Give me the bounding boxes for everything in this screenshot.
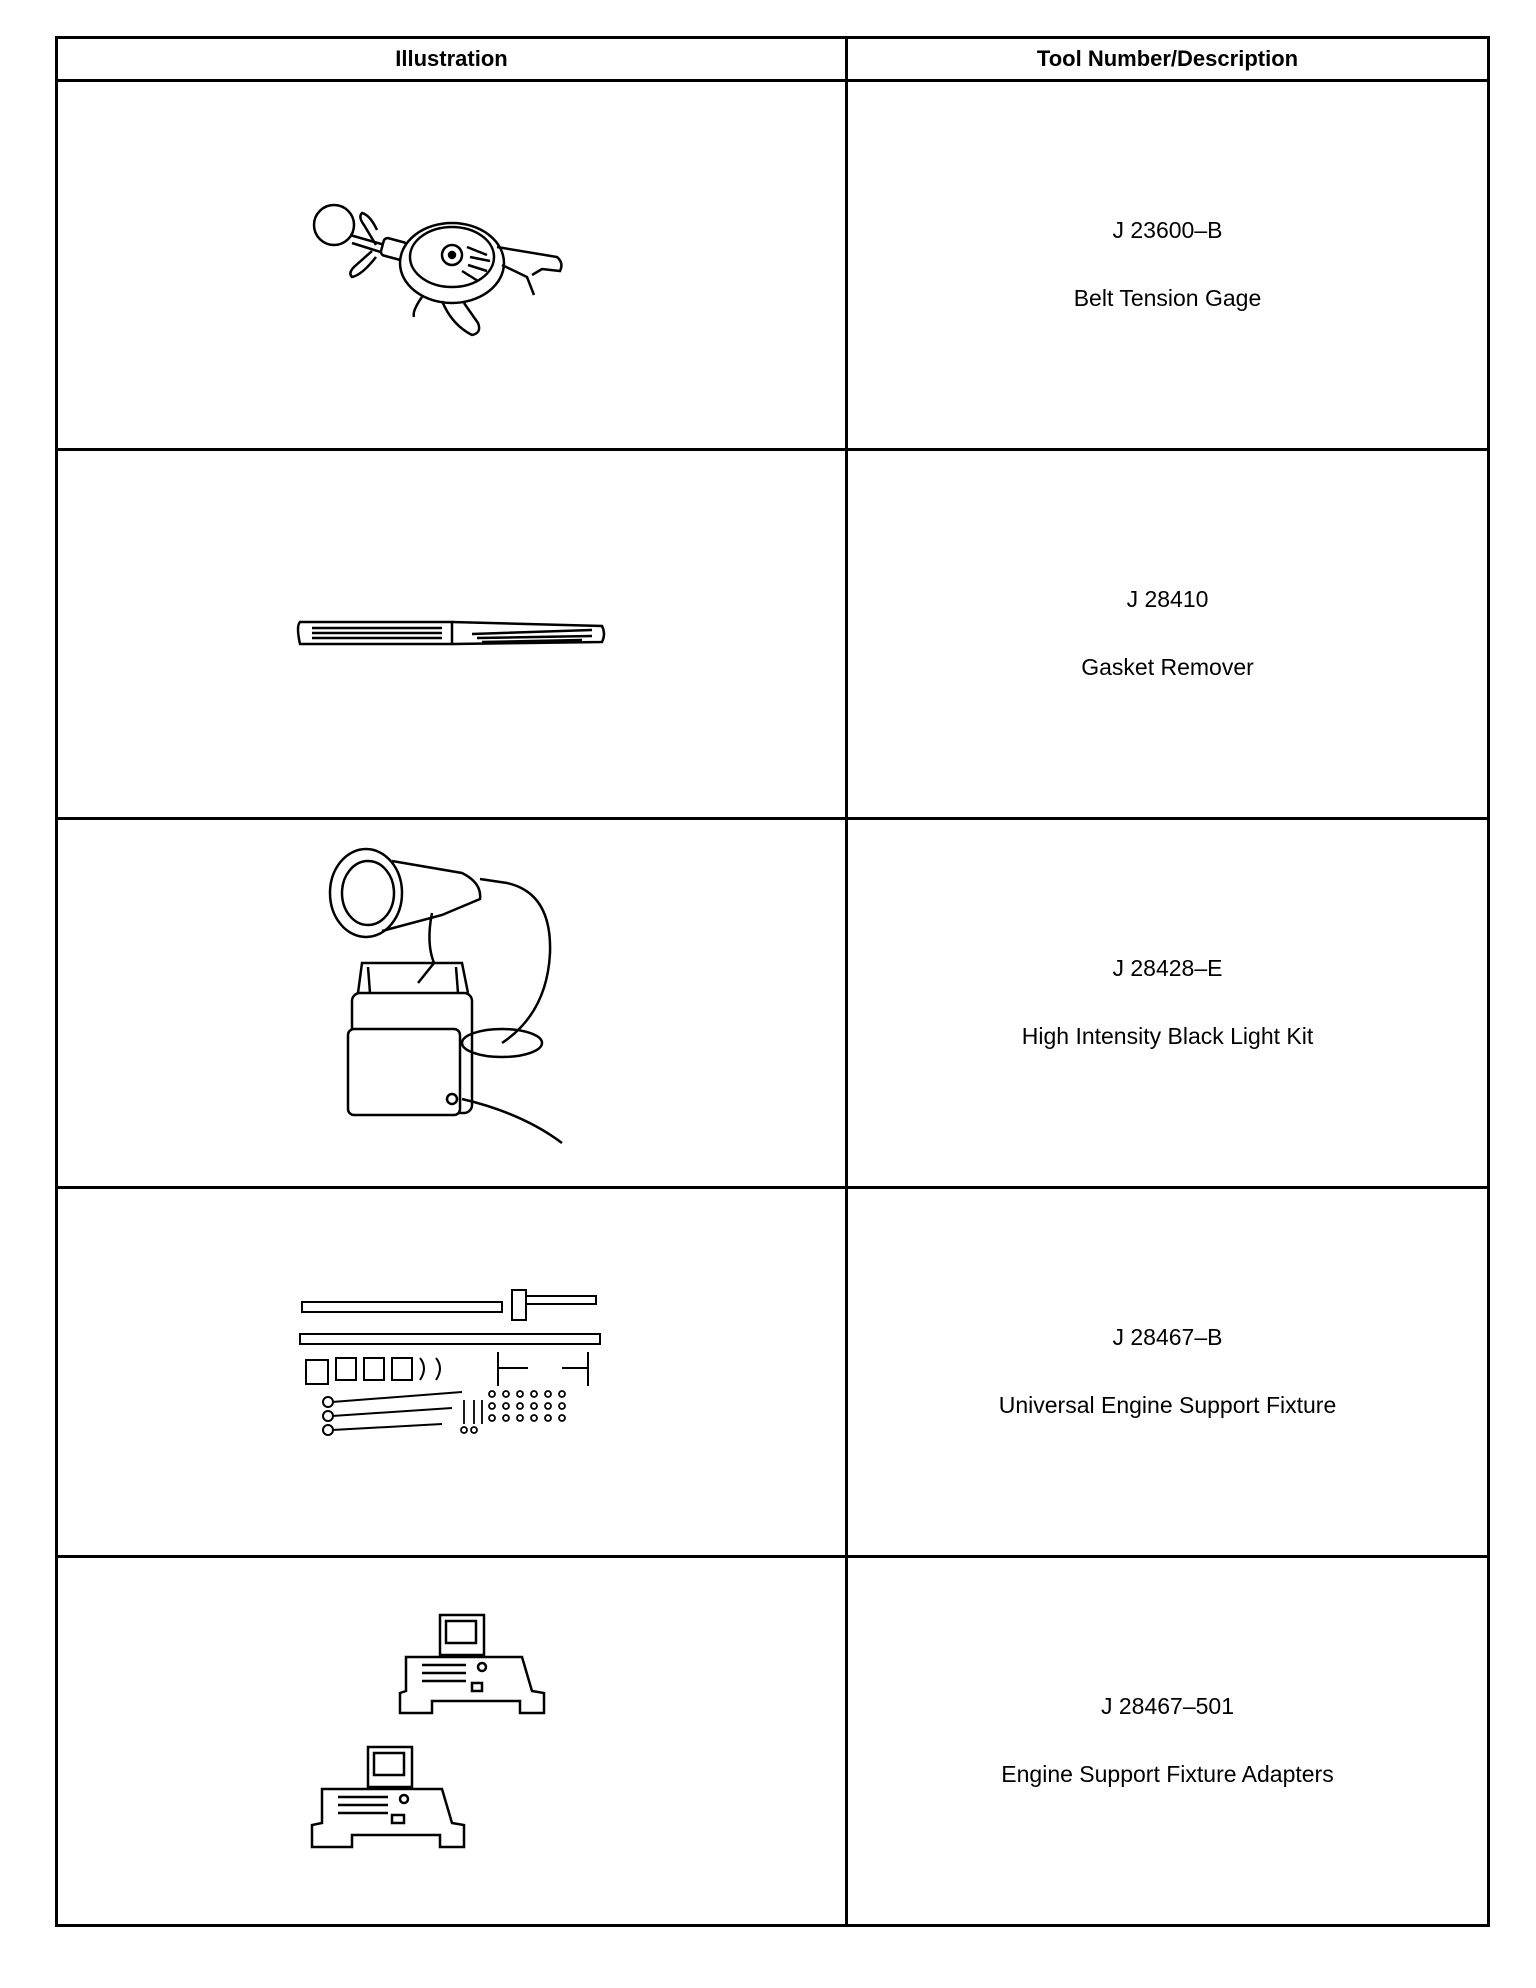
table-row [57,1557,1489,1926]
illustration-cell [57,1557,847,1926]
tool-description: Universal Engine Support Fixture [998,1392,1337,1418]
illustration-cell [57,450,847,819]
description-cell [847,819,1489,1188]
table-header-row [57,38,1489,81]
tool-number: J 28467–501 [1100,1693,1234,1720]
illustration-cell [57,81,847,450]
tool-table [55,36,1490,1927]
engine-support-fixture-icon [292,1282,612,1462]
tool-description: Gasket Remover [1081,654,1254,680]
black-light-kit-icon [322,843,582,1163]
header-tool-description: Tool Number/Description [847,38,1489,81]
description-cell [847,81,1489,450]
tool-number: J 28467–B [1112,1324,1223,1351]
description-cell [847,450,1489,819]
tool-description: High Intensity Black Light Kit [1021,1023,1314,1049]
illustration-cell [57,819,847,1188]
description-cell [847,1188,1489,1557]
illustration-cell [57,1188,847,1557]
tool-number: J 28428–E [1112,955,1223,982]
header-illustration: Illustration [57,38,847,81]
description-cell [847,1557,1489,1926]
table-row [57,81,1489,450]
table-row [57,819,1489,1188]
table-row [57,1188,1489,1557]
gasket-remover-icon [292,604,612,664]
tool-description: Belt Tension Gage [1073,285,1262,311]
tool-number: J 23600–B [1112,217,1223,244]
fixture-adapters-icon [282,1601,622,1881]
belt-tension-gage-icon [302,185,602,345]
table-row [57,450,1489,819]
tool-description: Engine Support Fixture Adapters [1001,1761,1334,1787]
tool-number: J 28410 [1126,586,1209,613]
